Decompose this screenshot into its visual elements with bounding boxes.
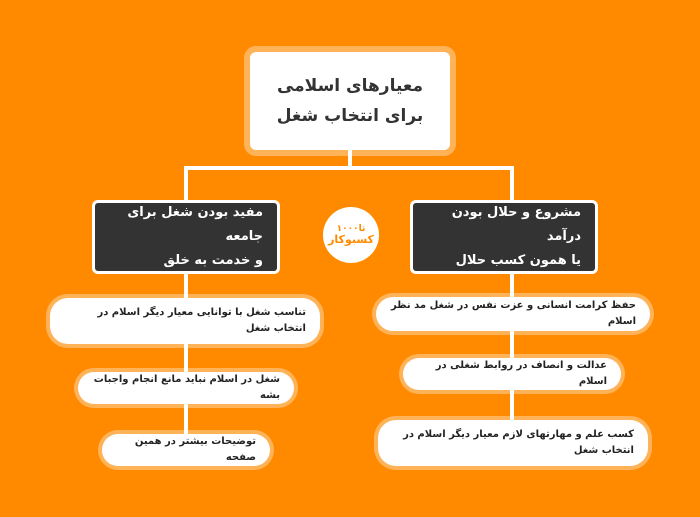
branch-left-line1: مفید بودن شغل برای جامعه: [127, 205, 263, 244]
leaf-left-3-text: توضیحات بیشتر در همین صفحه: [134, 436, 256, 463]
leaf-left-2-text: شغل در اسلام نباید مانع انجام واجبات بشه: [93, 374, 280, 401]
leaf-left-more-info: [102, 434, 270, 466]
root-node: [250, 52, 450, 150]
branch-useful-job: [95, 203, 277, 271]
leaf-left-1-text: تناسب شغل با توانایی معیار دیگر اسلام در انتخاب شغل: [97, 307, 306, 334]
root-title-line2: برای انتخاب شغل: [276, 106, 424, 126]
leaf-right-knowledge: [378, 420, 648, 466]
leaf-right-3-text: کسب علم و مهارتهای لازم معیار دیگر اسلام در انتخاب شغل: [403, 429, 634, 456]
root-title-line1: معیارهای اسلامی: [276, 76, 424, 96]
leaf-right-1-text: حفظ کرامت انسانی و عزت نفس در شغل مد نظر اسلام: [390, 300, 636, 327]
leaf-left-ability: [50, 298, 320, 344]
leaf-right-justice: [403, 358, 621, 390]
logo-line2: کسبوکار: [328, 233, 374, 246]
leaf-right-dignity: [376, 297, 650, 331]
branch-left-line2: و خدمت به خلق: [163, 253, 263, 268]
logo-line1: تا۱۰۰۰: [336, 224, 366, 234]
branch-right-line2: یا همون کسب حلال: [455, 253, 581, 268]
branch-right-line1: مشروع و حلال بودن درآمد: [451, 205, 581, 244]
branch-halal-income: [413, 203, 595, 271]
leaf-right-2-text: عدالت و انصاف در روابط شغلی در اسلام: [435, 360, 607, 387]
leaf-left-obligations: [78, 372, 294, 404]
brand-logo: [323, 207, 379, 263]
